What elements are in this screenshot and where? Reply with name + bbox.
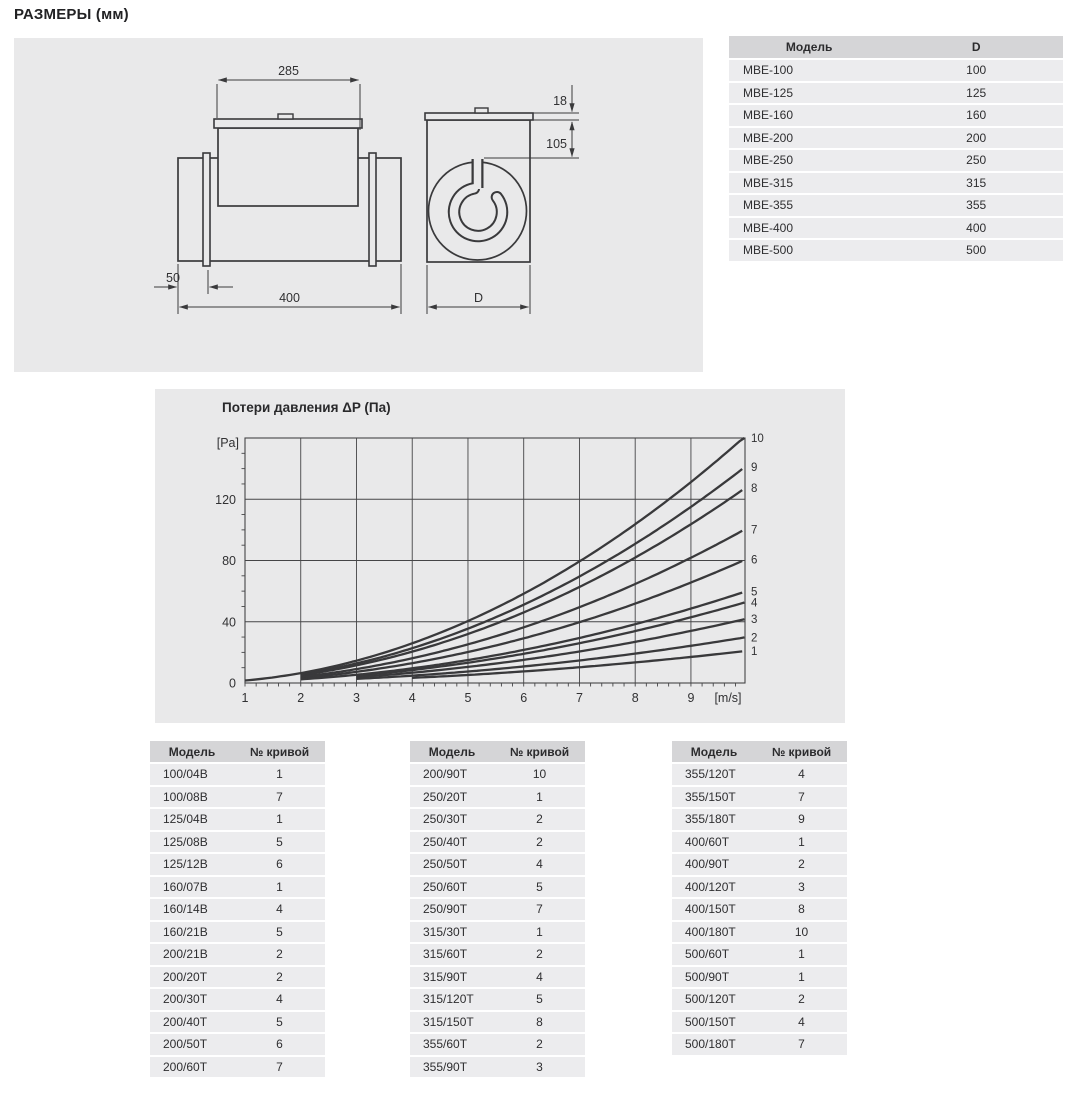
table-row	[410, 877, 585, 898]
y-axis-unit: [Pa]	[216, 436, 239, 450]
y-tick-label: 0	[229, 676, 236, 691]
value-cell: 315	[889, 173, 1063, 194]
table-row	[410, 764, 585, 785]
value-cell: 2	[494, 1034, 585, 1055]
value-cell: 1	[494, 787, 585, 808]
column-header: № кривой	[756, 741, 847, 762]
table-row	[410, 967, 585, 988]
value-cell: 1	[756, 944, 847, 965]
x-tick-label: 1	[241, 691, 249, 705]
value-cell: 8	[756, 899, 847, 920]
model-cell: 160/07В	[150, 877, 234, 898]
table-row	[672, 1034, 847, 1055]
table-row	[150, 809, 325, 830]
dim-label-18: 18	[553, 94, 567, 108]
value-cell: 1	[234, 877, 325, 898]
model-cell: 500/90Т	[672, 967, 756, 988]
curve-table-1	[150, 739, 325, 1079]
x-tick-label: 3	[353, 691, 360, 705]
model-cell: 250/90Т	[410, 899, 494, 920]
model-cell: 315/120Т	[410, 989, 494, 1010]
dim-label-105: 105	[546, 137, 567, 151]
model-cell: 200/40Т	[150, 1012, 234, 1033]
x-tick-label: 9	[687, 691, 695, 705]
model-cell: 315/90Т	[410, 967, 494, 988]
model-cell: МВЕ-315	[729, 173, 889, 194]
dimensions-table	[729, 34, 1063, 263]
x-tick-label: 7	[575, 691, 583, 705]
table-row	[729, 218, 1063, 239]
lid-handle-front	[475, 108, 488, 113]
model-cell: 400/120Т	[672, 877, 756, 898]
table-row	[672, 989, 847, 1010]
model-cell: 250/20Т	[410, 787, 494, 808]
value-cell: 3	[756, 877, 847, 898]
table-row	[150, 944, 325, 965]
value-cell: 100	[889, 60, 1063, 81]
curve-9	[301, 469, 743, 674]
model-cell: 500/180Т	[672, 1034, 756, 1055]
table-row	[410, 832, 585, 853]
model-cell: 200/50Т	[150, 1034, 234, 1055]
table-row	[150, 1034, 325, 1055]
column-header: Модель	[672, 741, 756, 762]
model-cell: 400/150Т	[672, 899, 756, 920]
model-cell: 200/90Т	[410, 764, 494, 785]
value-cell: 2	[756, 989, 847, 1010]
value-cell: 1	[234, 764, 325, 785]
curve-10	[245, 438, 744, 681]
value-cell: 5	[234, 832, 325, 853]
left-flange	[203, 153, 210, 266]
model-cell: 315/30Т	[410, 922, 494, 943]
table-row	[410, 854, 585, 875]
table-row	[150, 854, 325, 875]
table-row	[672, 832, 847, 853]
table-row	[410, 809, 585, 830]
x-tick-label: 4	[408, 691, 416, 705]
value-cell: 1	[756, 967, 847, 988]
value-cell: 3	[494, 1057, 585, 1078]
model-cell: МВЕ-400	[729, 218, 889, 239]
model-cell: 355/90Т	[410, 1057, 494, 1078]
value-cell: 7	[234, 787, 325, 808]
value-cell: 1	[756, 832, 847, 853]
value-cell: 4	[234, 989, 325, 1010]
value-cell: 4	[756, 764, 847, 785]
table-row	[410, 989, 585, 1010]
table-row	[729, 105, 1063, 126]
table-row	[672, 967, 847, 988]
model-cell: МВЕ-125	[729, 83, 889, 104]
table-row	[410, 1034, 585, 1055]
curve-table-3	[672, 739, 847, 1057]
curve-label-7: 7	[751, 524, 758, 537]
terminal-box-lid-front	[425, 113, 533, 120]
value-cell: 4	[756, 1012, 847, 1033]
model-cell: 355/150Т	[672, 787, 756, 808]
dim-label-50: 50	[166, 271, 180, 285]
value-cell: 2	[234, 944, 325, 965]
column-header: Модель	[729, 36, 889, 58]
column-header: Модель	[150, 741, 234, 762]
table-row	[150, 967, 325, 988]
value-cell: 6	[234, 1034, 325, 1055]
model-cell: 400/60Т	[672, 832, 756, 853]
model-cell: 250/30Т	[410, 809, 494, 830]
y-tick-label: 80	[222, 554, 236, 568]
curve-label-10: 10	[751, 433, 764, 445]
value-cell: 5	[494, 877, 585, 898]
value-cell: 8	[494, 1012, 585, 1033]
model-cell: 160/21В	[150, 922, 234, 943]
model-cell: МВЕ-160	[729, 105, 889, 126]
table-row	[672, 764, 847, 785]
dim-D	[427, 265, 530, 314]
y-tick-label: 40	[222, 615, 236, 630]
curve-table-2	[410, 739, 585, 1079]
dim-400	[178, 264, 401, 314]
table-row	[410, 787, 585, 808]
value-cell: 7	[756, 1034, 847, 1055]
table-row	[729, 240, 1063, 261]
value-cell: 160	[889, 105, 1063, 126]
value-cell: 4	[494, 854, 585, 875]
curve-label-2: 2	[751, 632, 758, 645]
model-cell: 160/14В	[150, 899, 234, 920]
side-view	[178, 114, 401, 266]
model-cell: 355/120Т	[672, 764, 756, 785]
table-row	[729, 128, 1063, 149]
value-cell: 10	[494, 764, 585, 785]
table-row	[410, 944, 585, 965]
table-row	[672, 787, 847, 808]
value-cell: 7	[756, 787, 847, 808]
model-cell: 100/08В	[150, 787, 234, 808]
curve-label-9: 9	[751, 461, 758, 474]
dim-label-285: 285	[278, 64, 299, 78]
table-row	[410, 899, 585, 920]
table-row	[729, 60, 1063, 81]
curve-label-3: 3	[751, 614, 758, 627]
model-cell: 200/20Т	[150, 967, 234, 988]
terminal-box-side	[218, 128, 358, 206]
table-row	[672, 899, 847, 920]
model-cell: 500/60Т	[672, 944, 756, 965]
value-cell: 2	[756, 854, 847, 875]
terminal-box-lid-side	[214, 119, 362, 128]
column-header: D	[889, 36, 1063, 58]
table-row	[150, 899, 325, 920]
curve-label-5: 5	[751, 586, 758, 599]
value-cell: 500	[889, 240, 1063, 261]
table-row	[150, 832, 325, 853]
curve-label-4: 4	[751, 597, 758, 610]
value-cell: 5	[234, 1012, 325, 1033]
model-cell: 500/150Т	[672, 1012, 756, 1033]
table-row	[672, 1012, 847, 1033]
table-row	[729, 150, 1063, 171]
dimensions-drawing-panel	[14, 38, 703, 372]
table-row	[150, 989, 325, 1010]
x-tick-label: 2	[297, 691, 305, 705]
duct-heater-dimension-drawing	[14, 38, 703, 372]
table-row	[672, 922, 847, 943]
table-row	[672, 944, 847, 965]
table-row	[150, 787, 325, 808]
table-row	[672, 854, 847, 875]
value-cell: 2	[494, 944, 585, 965]
value-cell: 355	[889, 195, 1063, 216]
table-row	[672, 809, 847, 830]
front-view	[425, 108, 533, 262]
model-cell: 500/120Т	[672, 989, 756, 1010]
model-cell: МВЕ-500	[729, 240, 889, 261]
table-row	[672, 877, 847, 898]
column-header: № кривой	[494, 741, 585, 762]
value-cell: 250	[889, 150, 1063, 171]
value-cell: 7	[494, 899, 585, 920]
table-row	[729, 83, 1063, 104]
table-row	[150, 1057, 325, 1078]
column-header: Модель	[410, 741, 494, 762]
value-cell: 1	[234, 809, 325, 830]
value-cell: 4	[494, 967, 585, 988]
pressure-loss-chart	[155, 389, 845, 723]
value-cell: 400	[889, 218, 1063, 239]
curve-label-6: 6	[751, 554, 758, 567]
model-cell: 125/12В	[150, 854, 234, 875]
table-row	[410, 1012, 585, 1033]
model-cell: 125/08В	[150, 832, 234, 853]
model-cell: 355/60Т	[410, 1034, 494, 1055]
model-cell: 250/60Т	[410, 877, 494, 898]
model-cell: МВЕ-200	[729, 128, 889, 149]
value-cell: 7	[234, 1057, 325, 1078]
model-cell: МВЕ-250	[729, 150, 889, 171]
curve-label-8: 8	[751, 483, 758, 496]
x-axis-unit: [m/s]	[714, 691, 742, 705]
x-tick-label: 8	[631, 691, 639, 705]
model-cell: МВЕ-100	[729, 60, 889, 81]
table-row	[410, 1057, 585, 1078]
value-cell: 2	[494, 809, 585, 830]
model-cell: 400/90Т	[672, 854, 756, 875]
lid-handle-side	[278, 114, 293, 119]
value-cell: 125	[889, 83, 1063, 104]
pressure-loss-chart-panel	[155, 389, 845, 723]
model-cell: 200/21В	[150, 944, 234, 965]
model-cell: 200/60Т	[150, 1057, 234, 1078]
value-cell: 10	[756, 922, 847, 943]
value-cell: 5	[234, 922, 325, 943]
table-row	[150, 877, 325, 898]
table-row	[729, 173, 1063, 194]
table-row	[729, 195, 1063, 216]
value-cell: 200	[889, 128, 1063, 149]
value-cell: 5	[494, 989, 585, 1010]
x-tick-label: 6	[520, 691, 528, 705]
model-cell: 200/30Т	[150, 989, 234, 1010]
model-cell: 250/50Т	[410, 854, 494, 875]
model-cell: 100/04В	[150, 764, 234, 785]
table-row	[410, 922, 585, 943]
curve-label-1: 1	[751, 646, 758, 659]
table-row	[150, 764, 325, 785]
model-cell: 125/04В	[150, 809, 234, 830]
dim-label-400: 400	[279, 291, 300, 305]
value-cell: 6	[234, 854, 325, 875]
value-cell: 1	[494, 922, 585, 943]
value-cell: 9	[756, 809, 847, 830]
table-row	[150, 922, 325, 943]
value-cell: 4	[234, 899, 325, 920]
value-cell: 2	[494, 832, 585, 853]
model-cell: 315/150Т	[410, 1012, 494, 1033]
chart-title: Потери давления ΔP (Па)	[222, 400, 391, 415]
model-cell: 315/60Т	[410, 944, 494, 965]
y-tick-label: 120	[215, 492, 236, 507]
model-cell: 355/180Т	[672, 809, 756, 830]
dim-label-D: D	[473, 291, 484, 305]
value-cell: 2	[234, 967, 325, 988]
model-cell: 250/40Т	[410, 832, 494, 853]
model-cell: МВЕ-355	[729, 195, 889, 216]
page-title: РАЗМЕРЫ (мм)	[14, 6, 129, 23]
x-tick-label: 5	[464, 691, 472, 705]
model-cell: 400/180Т	[672, 922, 756, 943]
table-row	[150, 1012, 325, 1033]
right-flange	[369, 153, 376, 266]
column-header: № кривой	[234, 741, 325, 762]
